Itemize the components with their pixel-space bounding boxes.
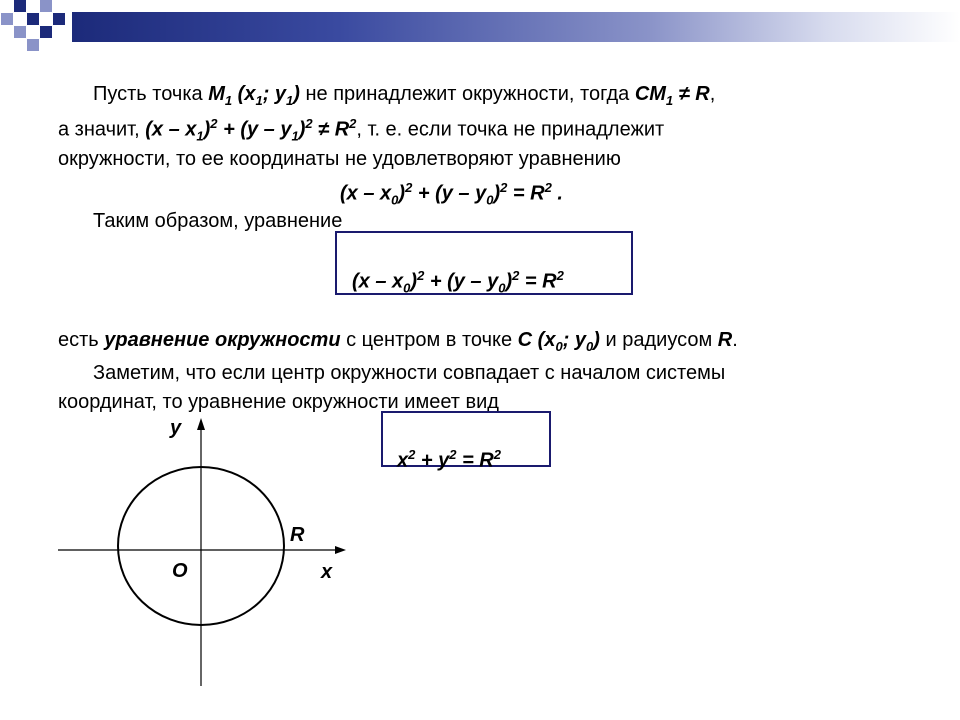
- formula: ): [410, 270, 418, 293]
- paragraph-line-2: [58, 116, 664, 144]
- formula: .: [551, 182, 563, 205]
- radius-label: R: [290, 524, 305, 546]
- deco-square: [40, 26, 52, 38]
- superscript: 2: [349, 116, 357, 131]
- formula: ): [505, 270, 513, 293]
- subscript: 1: [665, 93, 674, 108]
- point-name: M: [208, 83, 225, 105]
- paragraph-line-5: [58, 329, 738, 354]
- formula: CM: [634, 83, 666, 105]
- text: с центром в точке: [340, 329, 518, 351]
- paragraph-line-1: [93, 83, 715, 108]
- formula: ): [293, 83, 300, 105]
- deco-square: [53, 13, 65, 25]
- paragraph-line-4: Таким образом, уравнение: [93, 210, 343, 232]
- subscript: 1: [291, 128, 299, 144]
- formula: ): [298, 118, 306, 141]
- formula: ≠ R: [312, 118, 350, 141]
- y-axis-arrow: [197, 418, 205, 430]
- formula: = R: [519, 270, 557, 293]
- superscript: 2: [500, 180, 508, 195]
- superscript: 2: [210, 116, 218, 131]
- subscript: 1: [196, 128, 204, 144]
- text: есть: [58, 329, 105, 351]
- formula: ; y: [562, 329, 587, 351]
- axes: [58, 418, 346, 686]
- subscript: 1: [286, 93, 294, 108]
- formula: + (y – y: [424, 270, 499, 293]
- subscript: 0: [555, 339, 563, 354]
- superscript: 2: [449, 447, 457, 462]
- superscript: 2: [417, 268, 425, 283]
- superscript: 2: [544, 180, 552, 195]
- deco-square: [27, 13, 39, 25]
- formula: = R: [456, 449, 494, 472]
- header-bar: [72, 12, 960, 42]
- y-axis-label: y: [170, 417, 182, 439]
- formula: + y: [415, 449, 450, 472]
- superscript: 2: [305, 116, 313, 131]
- text: .: [732, 329, 738, 351]
- deco-square: [27, 39, 39, 51]
- text: , т. е. если точка не принадлежит: [356, 118, 665, 141]
- formula: ): [203, 118, 211, 141]
- superscript: 2: [556, 268, 564, 283]
- equation-2: [352, 268, 564, 296]
- formula: (x: [232, 83, 256, 105]
- superscript: 2: [408, 447, 416, 462]
- equation-3: [397, 447, 501, 473]
- equation-1: [340, 180, 563, 208]
- subscript: 0: [486, 192, 494, 208]
- formula: (x – x: [352, 270, 404, 293]
- origin-label: O: [172, 560, 188, 582]
- text: не принадлежит окружности, тогда: [299, 83, 635, 105]
- subscript: 0: [586, 339, 594, 354]
- formula: ; y: [262, 83, 287, 105]
- subscript: 1: [224, 93, 233, 108]
- formula: ): [398, 182, 406, 205]
- key-term: уравнение окружности: [104, 329, 341, 351]
- formula: = R: [507, 182, 545, 205]
- circle: [118, 467, 284, 625]
- subscript: 0: [391, 192, 399, 208]
- superscript: 2: [493, 447, 501, 462]
- formula: ≠ R: [673, 83, 710, 105]
- paragraph-line-7: координат, то уравнение окружности имеет вид: [58, 391, 499, 413]
- deco-square: [14, 26, 26, 38]
- formula: ): [493, 182, 501, 205]
- deco-square: [14, 0, 26, 12]
- x-axis-arrow: [335, 546, 346, 554]
- subscript: 0: [498, 280, 506, 296]
- subscript: 0: [403, 280, 411, 296]
- text: ,: [709, 83, 716, 105]
- text: и радиусом: [599, 329, 718, 351]
- paragraph-line-3: окружности, то ее координаты не удовлетворяют уравнению: [58, 148, 621, 170]
- superscript: 2: [405, 180, 413, 195]
- formula: (x – x: [145, 118, 197, 141]
- formula: R: [717, 329, 733, 351]
- formula: + (y – y: [217, 118, 292, 141]
- superscript: 2: [512, 268, 520, 283]
- paragraph-line-6: Заметим, что если центр окружности совпадает с началом системы: [93, 362, 726, 384]
- formula: ): [593, 329, 600, 351]
- subscript: 1: [255, 93, 263, 108]
- formula: + (y – y: [412, 182, 487, 205]
- formula: (x – x: [340, 182, 392, 205]
- deco-square: [1, 13, 13, 25]
- formula: C (x: [517, 329, 556, 351]
- text: Пусть точка: [93, 83, 209, 105]
- text: а значит,: [58, 118, 146, 141]
- deco-square: [40, 0, 52, 12]
- x-axis-label: x: [321, 561, 333, 583]
- formula: x: [397, 449, 409, 472]
